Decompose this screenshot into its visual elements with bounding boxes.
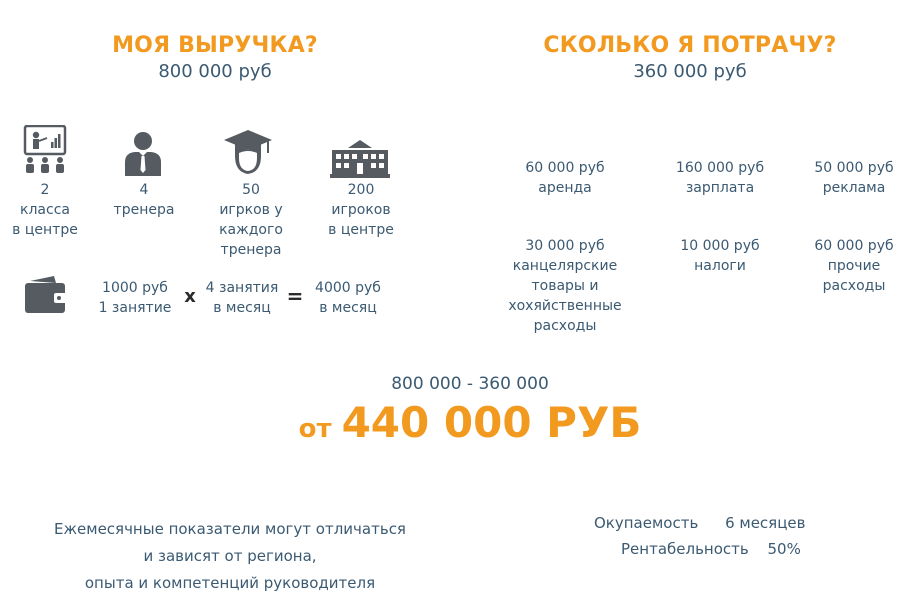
payback-value: 6 месяцев [725, 514, 806, 532]
formula-multiply-sign: x [184, 286, 196, 307]
expense-item-salary: 160 000 руб зарплата [675, 160, 765, 196]
revenue-title: МОЯ ВЫРУЧКА? [112, 33, 318, 58]
expense-item-taxes: 10 000 руб налоги [680, 238, 760, 274]
result-value-block [250, 398, 690, 447]
revenue-item-players-total: 200 игроков в центре [328, 182, 394, 238]
revenue-item-coaches: 4 тренера [113, 182, 175, 218]
footer-note: Ежемесячные показатели могут отличаться и зависят от региона, опыта и компетенций руководителя [54, 520, 406, 592]
formula-total: 4000 руб в месяц [315, 280, 381, 316]
result-calculation: 800 000 - 360 000 [391, 374, 549, 394]
building-icon [330, 138, 390, 178]
payback-label: Окупаемость [594, 514, 699, 532]
expense-item-supplies: 30 000 руб канцелярские товары и хохяйственные расходы [508, 238, 622, 334]
expenses-title: СКОЛЬКО Я ПОТРАЧУ? [543, 33, 837, 58]
presentation-icon [22, 125, 68, 175]
coach-icon [122, 130, 164, 176]
revenue-item-classes: 2 класса в центре [12, 182, 78, 238]
formula-price: 1000 руб 1 занятие [98, 280, 172, 316]
result-value: 440 000 РУБ [341, 398, 642, 447]
expenses-amount: 360 000 руб [633, 61, 747, 82]
expense-item-other: 60 000 руб прочие расходы [814, 238, 894, 294]
revenue-item-players-per-coach: 50 игрков у каждого тренера [219, 182, 283, 258]
profitability-label: Рентабельность [621, 540, 749, 558]
formula-sessions: 4 занятия в месяц [205, 280, 279, 316]
profitability-value: 50% [767, 540, 801, 558]
result-prefix: от [298, 414, 332, 444]
formula-equals-sign: = [286, 284, 304, 308]
payback-row [594, 514, 894, 532]
wallet-icon [24, 275, 68, 315]
graduate-icon [222, 128, 274, 178]
profitability-row [621, 540, 901, 558]
expense-item-ads: 50 000 руб реклама [814, 160, 894, 196]
expense-item-rent: 60 000 руб аренда [525, 160, 605, 196]
revenue-amount: 800 000 руб [158, 61, 272, 82]
